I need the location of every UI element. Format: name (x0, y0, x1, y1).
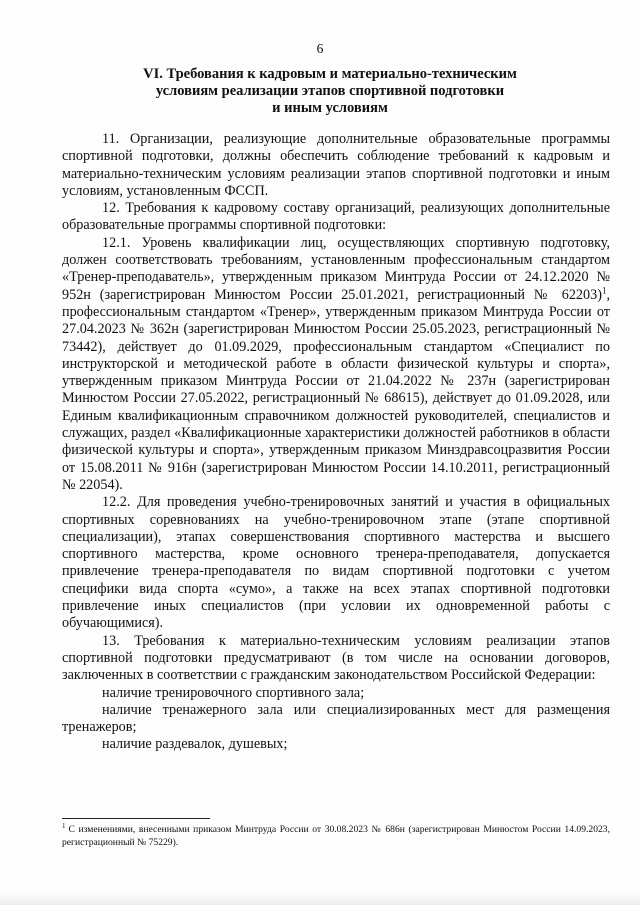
list-item-fitness-room: наличие тренажерного зала или специализированных мест для размещения тренажеров; (62, 701, 610, 736)
paragraph-12: 12. Требования к кадровому составу организаций, реализующих дополнительные образовательные программы спортивной подготовки: (62, 200, 610, 234)
footnote (62, 821, 610, 849)
paragraph-11: 11. Организации, реализующие дополнительные образовательные программы спортивной подготовки, должны обеспечить соблюдение требований к кадровым и материально-техническим условиям реализации этапов спортивной подготовки и иным условиям, установленным ФССП. (62, 131, 610, 199)
scan-edge (0, 893, 640, 905)
footnote-reference: 1 (601, 284, 607, 295)
section-heading (120, 66, 540, 117)
section-heading-line-3: и иным условиям (272, 100, 388, 116)
paragraph-12-1-part-b: , профессиональным стандартом «Тренер», утвержденным приказом Минтруда России от 27.04.2023 № 362н (зарегистрирован Минюстом России 25.05.2023, регистрационный № 73442), действует до 01.09.2029, профессиональным стандартом «Специалист по инструкторской и методической работе в области физической культуры и спорта», утвержденным приказом Минтруда России от 21.04.2022 № 237н (зарегистрирован Минюстом России 27.05.2022, регистрационный № 68615), действует до 01.09.2028, или Единым квалификационным справочником должностей руководителей, специалистов и служащих, раздел «Квалификационные характеристики должностей работников в области физической культуры и спорта», утвержденным приказом Минздравсоцразвития России от 15.08.2011 № 916н (зарегистрирован Минюстом России 14.10.2011, регистрационный № 22054). (62, 286, 610, 493)
section-heading-line-1: VI. Требования к кадровым и материально-техническим (143, 66, 517, 82)
footnote-text: С изменениями, внесенными приказом Минтруда России от 30.08.2023 № 686н (зарегистрирован Минюстом России 14.09.2023, регистрационный № 75229). (62, 824, 610, 848)
list-item-gym: наличие тренировочного спортивного зала; (102, 684, 365, 701)
footnote-number: 1 (62, 821, 66, 830)
section-heading-line-2: условиям реализации этапов спортивной подготовки (155, 83, 505, 99)
footnote-divider (62, 818, 210, 819)
paragraph-13: 13. Требования к материально-техническим условиям реализации этапов спортивной подготовки предусматривают (в том числе на основании договоров, заключенных в соответствии с гражданским законодательством Российской Федерации: (62, 632, 610, 684)
page-number: 6 (316, 41, 324, 56)
paragraph-12-1 (62, 235, 610, 494)
body-text (62, 131, 610, 754)
paragraph-12-2: 12.2. Для проведения учебно-тренировочных занятий и участия в официальных спортивных соревнованиях на учебно-тренировочном этапе (этапе спортивной специализации), этапах совершенствования спортивного мастерства и высшего спортивного мастерства, кроме основного тренера-преподавателя, допускается привлечение тренера-преподавателя по видам спортивной подготовки с учетом специфики вида спорта «сумо», а также на всех этапах спортивной подготовки привлечение иных специалистов (при условии их одновременной работы с обучающимися). (62, 494, 610, 632)
paragraph-12-1-part-a: 12.1. Уровень квалификации лиц, осуществляющих спортивную подготовку, должен соответствовать требованиям, установленным профессиональным стандартом «Тренер-преподаватель», утвержденным приказом Минтруда России от 24.12.2020 № 952н (зарегистрирован Минюстом России 25.01.2021, регистрационный № 62203) (62, 234, 610, 303)
list-item-changing-rooms: наличие раздевалок, душевых; (102, 736, 288, 753)
